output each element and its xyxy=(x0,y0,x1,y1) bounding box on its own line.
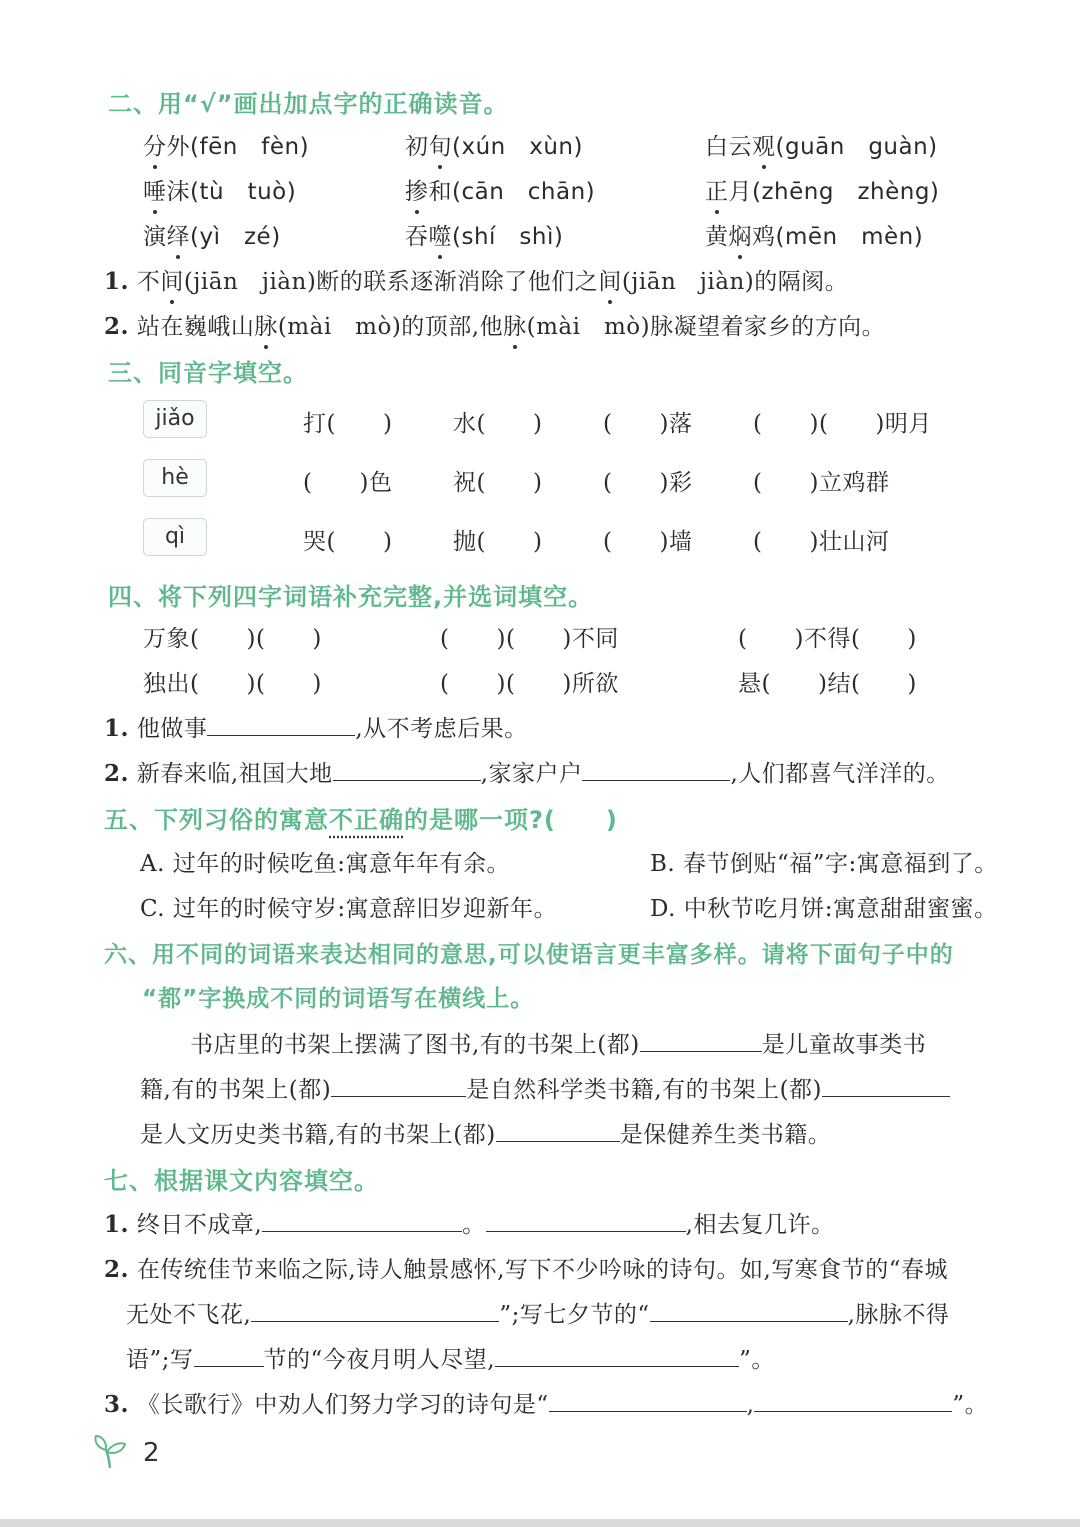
idiom-item[interactable]: 悬( )结( ) xyxy=(738,671,917,697)
option-c[interactable]: C. 过年的时候守岁:寓意辞旧岁迎新年。 xyxy=(140,896,558,922)
blank-cell[interactable]: 水( ) xyxy=(453,411,543,437)
pinyin-item: 掺和(cān chān) xyxy=(405,179,596,205)
blank-cell[interactable]: ( )彩 xyxy=(603,470,693,496)
bottom-border xyxy=(0,1519,1080,1527)
pinyin-item: 分外(fēn fèn) xyxy=(143,134,310,160)
answer-blank[interactable] xyxy=(262,1209,462,1232)
question-line: 1. 不间(jiān jiàn)断的联系逐渐消除了他们之间(jiān jiàn)的隔阂。 xyxy=(104,268,849,295)
paragraph-line: 是人文历史类书籍,有的书架上(都) 是保健养生类书籍。 xyxy=(140,1116,831,1149)
blank-cell[interactable]: 抛( ) xyxy=(453,529,543,555)
section-7-title: 七、根据课文内容填空。 xyxy=(104,1167,379,1195)
blank-cell[interactable]: ( )墙 xyxy=(603,529,693,555)
answer-blank[interactable] xyxy=(495,1344,739,1367)
section-6-title: 六、用不同的词语来表达相同的意思,可以使语言更丰富多样。请将下面句子中的 xyxy=(104,942,954,968)
answer-blank[interactable] xyxy=(194,1344,264,1367)
section-3-title: 三、同音字填空。 xyxy=(108,359,308,387)
option-a[interactable]: A. 过年的时候吃鱼:寓意年年有余。 xyxy=(140,851,510,877)
blank-cell[interactable]: ( )色 xyxy=(303,470,393,496)
paragraph-line: 籍,有的书架上(都) 是自然科学类书籍,有的书架上(都) xyxy=(140,1071,950,1104)
sprout-icon xyxy=(90,1430,130,1470)
idiom-item[interactable]: 万象( )( ) xyxy=(143,626,322,652)
pinyin-item: 白云观(guān guàn) xyxy=(705,134,938,160)
answer-blank[interactable] xyxy=(331,1074,466,1097)
blank-cell[interactable]: ( )( )明月 xyxy=(753,411,932,437)
emphasis-text: 不正确 xyxy=(329,806,404,834)
idiom-item[interactable]: ( )( )不同 xyxy=(440,626,619,652)
pinyin-item: 初旬(xún xùn) xyxy=(405,134,583,160)
section-6-title-cont: “都”字换成不同的词语写在横线上。 xyxy=(142,986,535,1012)
blank-cell[interactable]: 祝( ) xyxy=(453,470,543,496)
question-line: 2. 新春来临,祖国大地 ,家家户户 ,人们都喜气洋洋的。 xyxy=(104,760,950,787)
option-d[interactable]: D. 中秋节吃月饼:寓意甜甜蜜蜜。 xyxy=(650,896,998,922)
question-line: 3. 《长歌行》中劝人们努力学习的诗句是“ , ”。 xyxy=(104,1391,989,1418)
idiom-item[interactable]: 独出( )( ) xyxy=(143,671,322,697)
page-number: 2 xyxy=(143,1438,160,1468)
idiom-item[interactable]: ( )( )所欲 xyxy=(440,671,619,697)
answer-blank[interactable] xyxy=(640,1029,762,1052)
answer-blank[interactable] xyxy=(549,1389,747,1412)
blank-cell[interactable]: 哭( ) xyxy=(303,529,393,555)
pinyin-item: 演绎(yì zé) xyxy=(143,224,281,250)
blank-cell[interactable]: 打( ) xyxy=(303,411,393,437)
section-4-title: 四、将下列四字词语补充完整,并选词填空。 xyxy=(108,583,594,611)
question-line: 2. 站在巍峨山脉(mài mò)的顶部,他脉(mài mò)脉凝望着家乡的方向。 xyxy=(104,313,886,340)
question-line-cont: 语”;写 节的“今夜月明人尽望, ”。 xyxy=(126,1341,775,1374)
question-line: 1. 他做事 ,从不考虑后果。 xyxy=(104,715,528,742)
blank-cell[interactable]: ( )壮山河 xyxy=(753,529,890,555)
answer-blank[interactable] xyxy=(333,758,481,781)
question-line: 2. 在传统佳节来临之际,诗人触景感怀,写下不少吟咏的诗句。如,写寒食节的“春城 xyxy=(104,1256,949,1283)
answer-blank[interactable] xyxy=(496,1119,620,1142)
idiom-item[interactable]: ( )不得( ) xyxy=(738,626,917,652)
pinyin-item: 黄焖鸡(mēn mèn) xyxy=(705,224,924,250)
answer-blank[interactable] xyxy=(486,1209,686,1232)
pinyin-box: jiǎo xyxy=(143,400,207,438)
answer-blank[interactable] xyxy=(754,1389,952,1412)
pinyin-item: 唾沫(tù tuò) xyxy=(143,179,297,205)
option-b[interactable]: B. 春节倒贴“福”字:寓意福到了。 xyxy=(650,851,998,877)
answer-blank[interactable] xyxy=(251,1299,499,1322)
section-2-title: 二、用“√”画出加点字的正确读音。 xyxy=(108,90,509,118)
paragraph-line: 书店里的书架上摆满了图书,有的书架上(都) 是儿童故事类书 xyxy=(190,1026,926,1059)
question-line: 1. 终日不成章, 。 ,相去复几许。 xyxy=(104,1211,835,1238)
question-line-cont: 无处不飞花, ”;写七夕节的“ ,脉脉不得 xyxy=(126,1296,949,1329)
pinyin-box: qì xyxy=(143,518,207,556)
blank-cell[interactable]: ( )立鸡群 xyxy=(753,470,890,496)
pinyin-item: 正月(zhēng zhèng) xyxy=(705,179,940,205)
section-5-title: 五、下列习俗的寓意不正确的是哪一项?( ) xyxy=(104,806,618,834)
answer-blank[interactable] xyxy=(207,713,355,736)
pinyin-item: 吞噬(shí shì) xyxy=(405,224,564,250)
pinyin-box: hè xyxy=(143,459,207,497)
answer-blank[interactable] xyxy=(822,1074,950,1097)
blank-cell[interactable]: ( )落 xyxy=(603,411,693,437)
answer-blank[interactable] xyxy=(582,758,730,781)
answer-blank[interactable] xyxy=(650,1299,848,1322)
